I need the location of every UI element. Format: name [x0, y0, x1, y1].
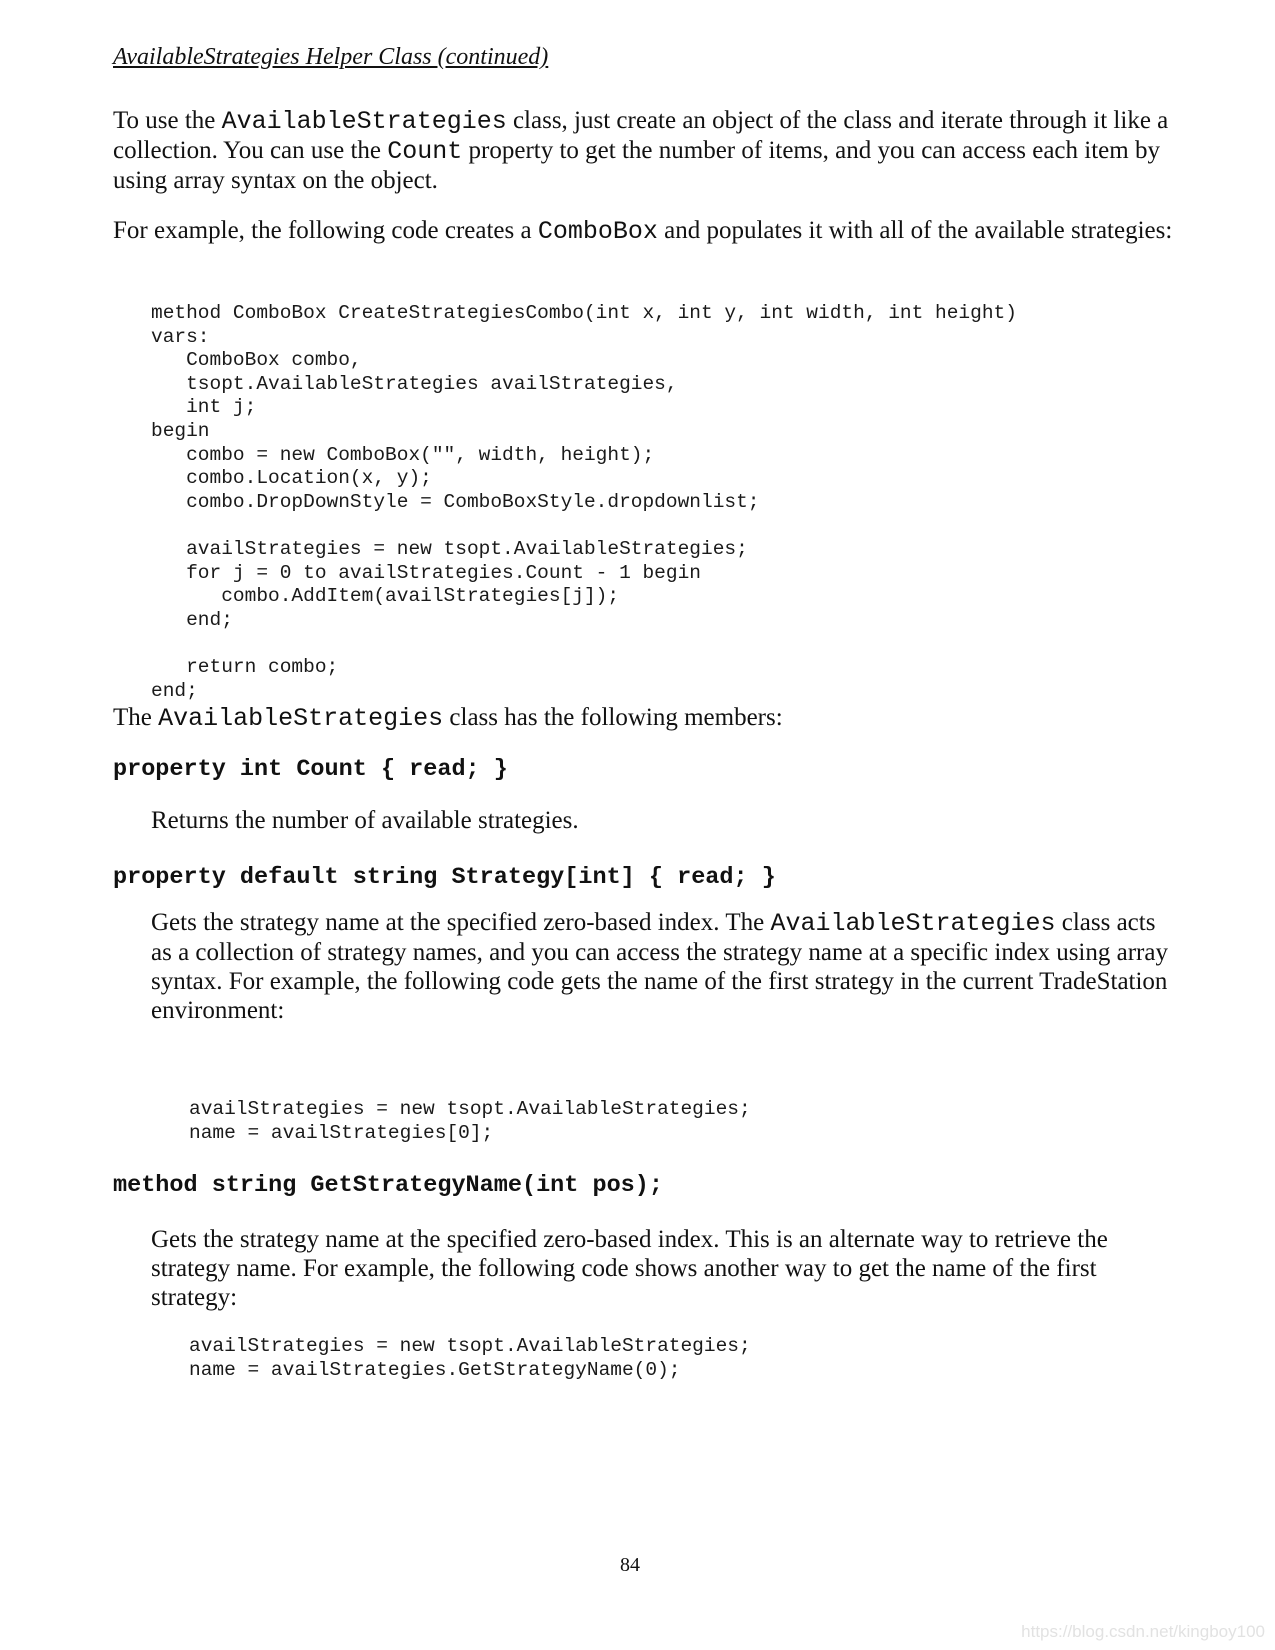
member-description-count: Returns the number of available strategies.	[151, 807, 579, 834]
section-heading: AvailableStrategies Helper Class (continued)	[113, 44, 549, 70]
intro-paragraph	[113, 106, 1173, 195]
strategy-text-1: Gets the strategy name at the specified zero-based index. The	[151, 909, 771, 936]
member-signature-count: property int Count { read; }	[113, 756, 508, 783]
member-description-getstrategyname: Gets the strategy name at the specified zero-based index. This is an alternate way to retrieve the strategy name. For example, the following code shows another way to get the name of the first strategy:	[151, 1226, 1108, 1311]
example-text-1: For example, the following code creates a	[113, 217, 538, 244]
code-block-create-combo: method ComboBox CreateStrategiesCombo(int x, int y, int width, int height) vars: ComboBox combo, tsopt.AvailableStrategies availStrategies, int j; begin combo = new ComboBox("", width, height); combo.Location(x, y); combo.DropDownStyle = ComboBoxStyle.dropdownlist; availStrategies = new tsopt.AvailableStrategies; for j = 0 to availStrategies.Count - 1 begin combo.AddItem(availStrategies[j]); end; return combo; end;	[151, 302, 1017, 702]
example-code-combobox: ComboBox	[537, 217, 658, 246]
code-block-strategy-index: availStrategies = new tsopt.AvailableStrategies; name = availStrategies[0];	[189, 1098, 751, 1144]
example-text-2: and populates it with all of the available strategies:	[657, 217, 1173, 244]
members-intro-paragraph	[113, 703, 1173, 733]
strategy-code-class: AvailableStrategies	[770, 909, 1056, 938]
code-block-getstrategyname: availStrategies = new tsopt.AvailableStrategies; name = availStrategies.GetStrategyName(0);	[189, 1335, 751, 1381]
page-number: 84	[620, 1554, 640, 1576]
member-signature-strategy: property default string Strategy[int] { read; }	[113, 864, 776, 891]
member-description-strategy	[151, 908, 1181, 1025]
member-signature-getstrategyname: method string GetStrategyName(int pos);	[113, 1172, 663, 1199]
strategy-text-2: class acts as a collection of strategy names, and you can access the strategy name at a specific index using array syntax. For example, the following code gets the name of the first strategy in the current TradeStation environment:	[151, 909, 1168, 1024]
intro-text-2: class, just create an object of the class and iterate through it like a collection. You can use the	[113, 107, 1169, 164]
members-code-class: AvailableStrategies	[158, 704, 444, 733]
members-text-2: class has the following members:	[443, 704, 783, 731]
watermark-url: https://blog.csdn.net/kingboy100	[1021, 1622, 1265, 1641]
intro-code-class: AvailableStrategies	[221, 107, 507, 136]
intro-text-3: property to get the number of items, and you can access each item by using array syntax on the object.	[113, 137, 1160, 194]
intro-text-1: To use the	[113, 107, 222, 134]
example-intro-paragraph	[113, 216, 1173, 246]
intro-code-count: Count	[387, 137, 463, 166]
members-text-1: The	[113, 704, 159, 731]
